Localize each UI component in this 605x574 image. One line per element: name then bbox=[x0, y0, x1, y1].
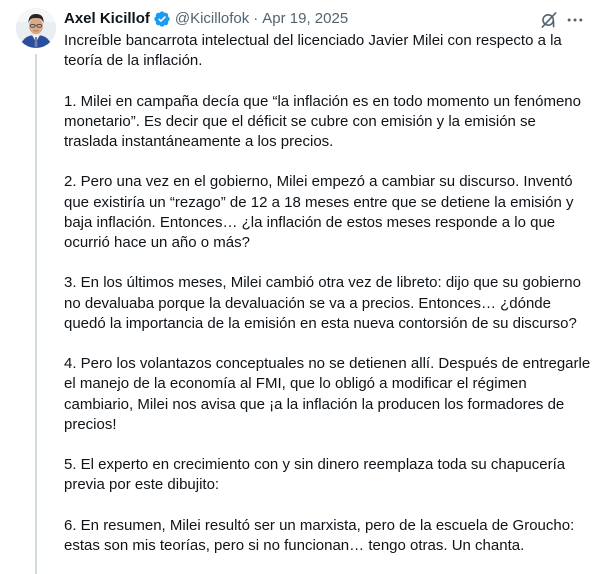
avatar[interactable] bbox=[16, 8, 56, 48]
thread-line bbox=[35, 54, 37, 574]
tweet-paragraph-2: 2. Pero una vez en el gobierno, Milei empezó a cambiar su discurso. Inventó que existiría un “rezago” de 12 a 18 meses entre que se detiene la emisión y baja inflación. Entonces… ¿la inflación de estos meses responde a lo que ocurrió hace un año o más? bbox=[64, 173, 574, 251]
tweet-text bbox=[64, 31, 592, 574]
tweet-paragraph-1: 1. Milei en campaña decía que “la inflación es en todo momento un fenómeno monetario”. Es decir que el déficit se cubre con emisión y la emisión se traslada instantáneamente a los precios. bbox=[64, 92, 581, 150]
tweet-paragraph-5: 5. El experto en crecimiento con y sin dinero reemplaza toda su chapucería previa por este dibujito: bbox=[64, 456, 566, 494]
author-handle[interactable]: @Kicillofok bbox=[174, 10, 250, 27]
tweet-paragraph-3: 3. En los últimos meses, Milei cambió otra vez de libreto: dijo que su gobierno no devaluaba porque la devaluación se va a precios. Entonces… ¿dónde quedó la importancia de la emisión en esta nueva contorsión de su discurso? bbox=[64, 274, 581, 332]
grok-icon[interactable] bbox=[539, 10, 559, 30]
tweet-paragraph-intro: Increíble bancarrota intelectual del licenciado Javier Milei con respecto a la teoría de la inflación. bbox=[64, 32, 562, 70]
verified-badge-icon[interactable] bbox=[153, 10, 171, 28]
header-separator: · bbox=[253, 10, 259, 27]
avatar-image bbox=[16, 8, 56, 48]
tweet-paragraph-6: 6. En resumen, Milei resultó ser un marxista, pero de la escuela de Groucho: estas son mis teorías, pero si no funcionan… tengo otras. Un chanta. bbox=[64, 516, 575, 554]
tweet-date[interactable]: Apr 19, 2025 bbox=[262, 10, 349, 27]
more-options-icon[interactable] bbox=[565, 10, 585, 30]
tweet-paragraph-4: 4. Pero los volantazos conceptuales no se detienen allí. Después de entregarle el manejo de la economía al FMI, que lo obligó a modificar el régimen cambiario, Milei nos avisa que ¡a la inflación la producen los formadores de precios! bbox=[64, 355, 591, 433]
tweet-header bbox=[64, 9, 589, 29]
author-name[interactable]: Axel Kicillof bbox=[64, 10, 150, 27]
